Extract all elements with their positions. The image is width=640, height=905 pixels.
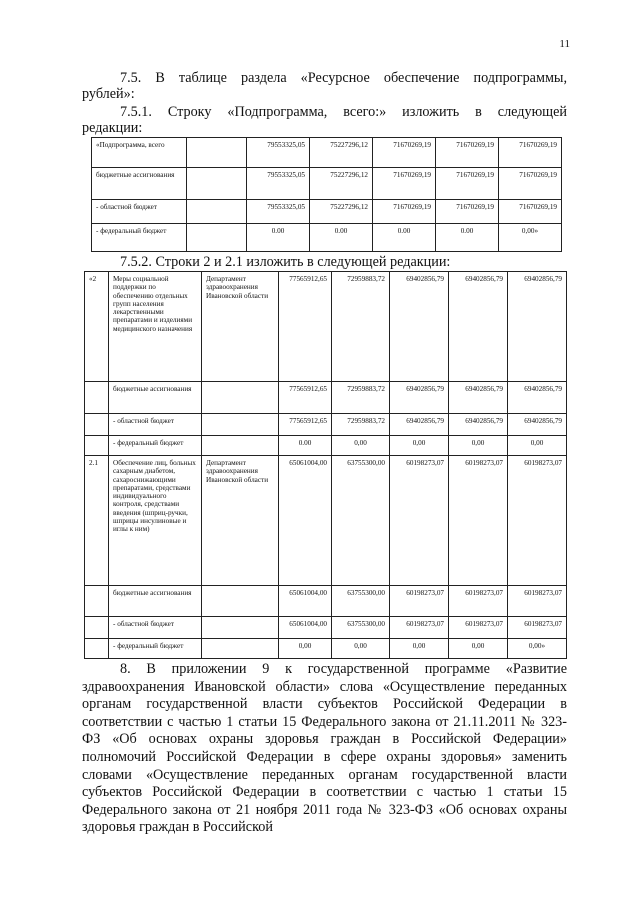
empty-cell [85,586,109,617]
value-cell: 69402856,79 [390,382,449,414]
value-cell: 60198273,07 [390,586,449,617]
row-label: - областной бюджет [109,617,202,639]
value-cell: 72959883,72 [332,414,390,436]
value-cell: 0.00 [436,224,499,252]
row-label: - областной бюджет [109,414,202,436]
row-executor: Департамент здравоохранения Ивановской области [202,272,279,382]
table-row [85,382,567,414]
paragraph-7-5 [82,70,567,102]
value-cell: 0.00 [247,224,310,252]
table-row [85,272,567,382]
value-cell: 79553325,05 [247,200,310,224]
value-cell: 71670269,19 [373,200,436,224]
value-cell: 60198273,07 [508,586,567,617]
empty-cell [85,382,109,414]
empty-cell [85,617,109,639]
value-cell: 69402856,79 [390,414,449,436]
value-cell: 0,00» [508,639,567,659]
table-row [85,586,567,617]
value-cell: 0,00 [390,436,449,456]
value-cell: 0.00 [279,436,332,456]
row-label: бюджетные ассигнования [109,382,202,414]
value-cell: 72959883,72 [332,272,390,382]
value-cell: 77565912,65 [279,272,332,382]
empty-cell [202,382,279,414]
paragraph-7-5-line1: 7.5. В таблице раздела «Ресурсное обеспечение подпрограммы, [120,70,567,86]
empty-cell [202,617,279,639]
empty-cell [187,200,247,224]
empty-cell [85,639,109,659]
value-cell: 71670269,19 [373,138,436,168]
paragraph-7-5-2: 7.5.2. Строки 2 и 2.1 изложить в следующей редакции: [120,254,451,270]
row-label: - областной бюджет [92,200,187,224]
table-row [85,456,567,586]
value-cell: 69402856,79 [449,414,508,436]
value-cell: 0,00 [332,436,390,456]
table-row [85,414,567,436]
page-number: 11 [559,38,570,50]
row-executor: Департамент здравоохранения Ивановской области [202,456,279,586]
value-cell: 65061004,00 [279,586,332,617]
value-cell: 65061004,00 [279,456,332,586]
row-number: «2 [85,272,109,382]
empty-cell [187,224,247,252]
row-label: бюджетные ассигнования [109,586,202,617]
value-cell: 63755300,00 [332,586,390,617]
value-cell: 0,00 [449,639,508,659]
value-cell: 69402856,79 [508,414,567,436]
empty-cell [187,138,247,168]
value-cell: 60198273,07 [508,456,567,586]
row-name: Обеспечение лиц, больных сахарным диабетом, сахароснижающими препаратами, средствами индивидуального контроля, средствами введения (шприц-ручки, шприцы инсулиновые и иглы к ним) [109,456,202,586]
row-label: - федеральный бюджет [109,436,202,456]
row-label: бюджетные ассигнования [92,168,187,200]
value-cell: 0,00 [449,436,508,456]
value-cell: 75227296,12 [310,168,373,200]
value-cell: 77565912,65 [279,382,332,414]
row-label: - федеральный бюджет [109,639,202,659]
empty-cell [202,586,279,617]
empty-cell [85,414,109,436]
value-cell: 71670269,19 [499,138,562,168]
value-cell: 75227296,12 [310,138,373,168]
value-cell: 60198273,07 [449,456,508,586]
rows-2-2-1-table [84,271,567,659]
value-cell: 71670269,19 [499,200,562,224]
empty-cell [202,414,279,436]
value-cell: 69402856,79 [508,382,567,414]
value-cell: 63755300,00 [332,456,390,586]
value-cell: 60198273,07 [390,617,449,639]
value-cell: 77565912,65 [279,414,332,436]
value-cell: 0,00 [279,639,332,659]
value-cell: 71670269,19 [436,138,499,168]
table-row [85,639,567,659]
row-number: 2.1 [85,456,109,586]
row-label: - федеральный бюджет [92,224,187,252]
value-cell: 71670269,19 [436,200,499,224]
value-cell: 60198273,07 [390,456,449,586]
value-cell: 71670269,19 [436,168,499,200]
value-cell: 69402856,79 [508,272,567,382]
row-label: «Подпрограмма, всего [92,138,187,168]
value-cell: 75227296,12 [310,200,373,224]
value-cell: 71670269,19 [499,168,562,200]
value-cell: 79553325,05 [247,168,310,200]
value-cell: 79553325,05 [247,138,310,168]
table-row [85,436,567,456]
subprogram-total-table [91,137,562,252]
value-cell: 72959883,72 [332,382,390,414]
table-row [92,224,562,252]
value-cell: 69402856,79 [390,272,449,382]
value-cell: 60198273,07 [449,586,508,617]
row-name: Меры социальной поддержки по обеспечению отдельных групп населения лекарственными препаратами и изделиями медицинского назначения [109,272,202,382]
table-row [92,168,562,200]
value-cell: 0,00 [508,436,567,456]
value-cell: 0,00 [390,639,449,659]
value-cell: 63755300,00 [332,617,390,639]
empty-cell [202,436,279,456]
value-cell: 0.00 [373,224,436,252]
value-cell: 0,00» [499,224,562,252]
paragraph-7-5-line2: рублей»: [82,86,135,102]
paragraph-7-5-1-line2: редакции: [82,120,143,136]
value-cell: 0.00 [310,224,373,252]
value-cell: 65061004,00 [279,617,332,639]
value-cell: 60198273,07 [508,617,567,639]
paragraph-7-5-1 [82,104,567,136]
value-cell: 69402856,79 [449,382,508,414]
table-row [85,617,567,639]
empty-cell [202,639,279,659]
value-cell: 60198273,07 [449,617,508,639]
value-cell: 0,00 [332,639,390,659]
paragraph-8: 8. В приложении 9 к государственной программе «Развитие здравоохранения Ивановской области» слова «Осуществление переданных органам государственной власти субъектов Российской Федерации в соответствии с частью 1 статьи 15 Федерального закона от 21.11.2011 № 323-ФЗ «Об основах охраны здоровья граждан в Российской Федерации» полномочий Российской Федерации в сфере охраны здоровья» заменить словами «Осуществление переданных органам государственной власти субъектов Российской Федерации в соответствии с частью 1 статьи 15 Федерального закона от 21 ноября 2011 года № 323-ФЗ «Об основах охраны здоровья граждан в Российской [82,661,567,836]
value-cell: 69402856,79 [449,272,508,382]
paragraph-7-5-1-line1: 7.5.1. Строку «Подпрограмма, всего:» изложить в следующей [120,104,567,120]
empty-cell [187,168,247,200]
value-cell: 71670269,19 [373,168,436,200]
empty-cell [85,436,109,456]
table-row [92,200,562,224]
table-row [92,138,562,168]
